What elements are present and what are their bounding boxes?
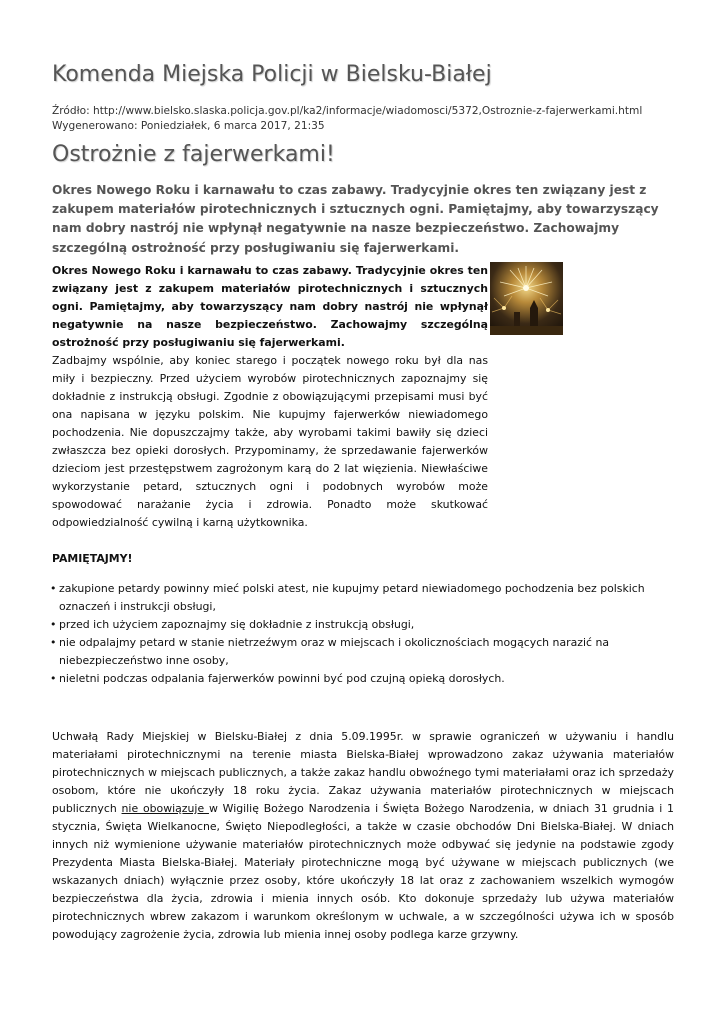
generated-date: Wygenerowano: Poniedziałek, 6 marca 2017, 21:35 xyxy=(52,119,325,132)
remember-heading: PAMIĘTAJMY! xyxy=(52,552,133,565)
article-title: Ostrożnie z fajerwerkami! xyxy=(52,142,335,167)
intro-bold-paragraph: Okres Nowego Roku i karnawału to czas zabawy. Tradycyjnie okres ten związany jest z zakupem materiałów pirotechnicznych i sztucznych ogni. Pamiętajmy, aby towarzyszący nam dobry nastrój nie wpłynął negatywnie na nasze bezpieczeństwo. Zachowajmy szczególną ostrożność przy posługiwaniu się fajerwerkami. xyxy=(52,264,488,349)
closing-text-part1: Uchwałą Rady Miejskiej w Bielsku-Białej z dnia 5.09.1995r. w sprawie ograniczeń w używaniu i handlu materiałami pirotechnicznymi na terenie miasta Bielska-Białej wprowadzono zakaz używania materiałów pirotechnicznych w miejscach publicznych, a także zakaz handlu obwoźnego tymi materiałami oraz ich sprzedaży osobom, które nie ukończyły 18 roku życia. Zakaz używania materiałów pirotechnicznych w miejscach publicznych xyxy=(52,730,674,815)
list-item: • przed ich użyciem zapoznajmy się dokładnie z instrukcją obsługi, xyxy=(52,616,674,634)
intro-paragraph: Zadbajmy wspólnie, aby koniec starego i początek nowego roku był dla nas miły i bezpieczny. Przed użyciem wyrobów pirotechnicznych zapoznajmy się dokładnie z instrukcją obsługi. Zgodnie z obowiązującymi przepisami musi być ona napisana w języku polskim. Nie kupujmy fajerwerków niewiadomego pochodzenia. Nie dopuszczajmy także, aby wyrobami takimi bawiły się dzieci zwłaszcza bez opieki dorosłych. Przypominamy, że sprzedawanie fajerwerków dzieciom jest przestępstwem zagrożonym karą do 2 lat więzienia. Niewłaściwe wykorzystanie petard, sztucznych ogni i podobnych wyrobów może spowodować narażanie życia i zdrowia. Ponadto może skutkować odpowiedzialność cywilną i karną użytkownika. xyxy=(52,354,488,529)
fireworks-illustration xyxy=(490,262,563,335)
site-title: Komenda Miejska Policji w Bielsku-Białej xyxy=(52,62,492,87)
source-url: Źródło: http://www.bielsko.slaska.policja.gov.pl/ka2/informacje/wiadomosci/5372,Ostroznie-z-fajerwerkami.html xyxy=(52,105,643,117)
closing-text-part2: w Wigilię Bożego Narodzenia i Święta Bożego Narodzenia, w dniach 31 grudnia i 1 stycznia, Święta Wielkanocne, Święto Niepodległości, a także w czasie obchodów Dni Bielska-Białej. W dniach innych niż wymienione używanie materiałów pirotechnicznych może odbywać się jedynie na podstawie zgody Prezydenta Miasta Bielska-Białej. Materiały pirotechniczne mogą być używane w miejscach publicznych (we wskazanych dniach) wyłącznie przez osoby, które ukończyły 18 lat oraz z zachowaniem wszelkich wymogów bezpieczeństwa dla życia, zdrowia i mienia innych osób. Kto dokonuje sprzedaży lub używa materiałów pirotechnicznych wbrew zakazom i warunkom określonym w uchwale, a w szczególności używa ich w sposób powodujący zagrożenie życia, zdrowia lub mienia innej osoby podlega karze grzywny. xyxy=(52,802,674,941)
safety-tips-list xyxy=(52,580,674,688)
article-lead: Okres Nowego Roku i karnawału to czas zabawy. Tradycyjnie okres ten związany jest z zakupem materiałów pirotechnicznych i sztucznych ogni. Pamiętajmy, aby towarzyszący nam dobry nastrój nie wpłynął negatywnie na nasze bezpieczeństwo. Zachowajmy szczególną ostrożność przy posługiwaniu się fajerwerkami. xyxy=(52,183,659,255)
closing-underlined-text: nie obowiązuje xyxy=(121,802,209,815)
fireworks-photo xyxy=(490,262,563,335)
list-item: • nieletni podczas odpalania fajerwerków powinni być pod czujną opieką dorosłych. xyxy=(52,670,674,688)
closing-paragraph xyxy=(52,728,674,944)
document-meta xyxy=(52,104,642,133)
article-intro xyxy=(52,262,488,532)
list-item: • zakupione petardy powinny mieć polski atest, nie kupujmy petard niewiadomego pochodzenia bez polskich oznaczeń i instrukcji obsługi, xyxy=(52,580,674,616)
list-item: • nie odpalajmy petard w stanie nietrzeźwym oraz w miejscach i okolicznościach mogących narazić na niebezpieczeństwo inne osoby, xyxy=(52,634,674,670)
